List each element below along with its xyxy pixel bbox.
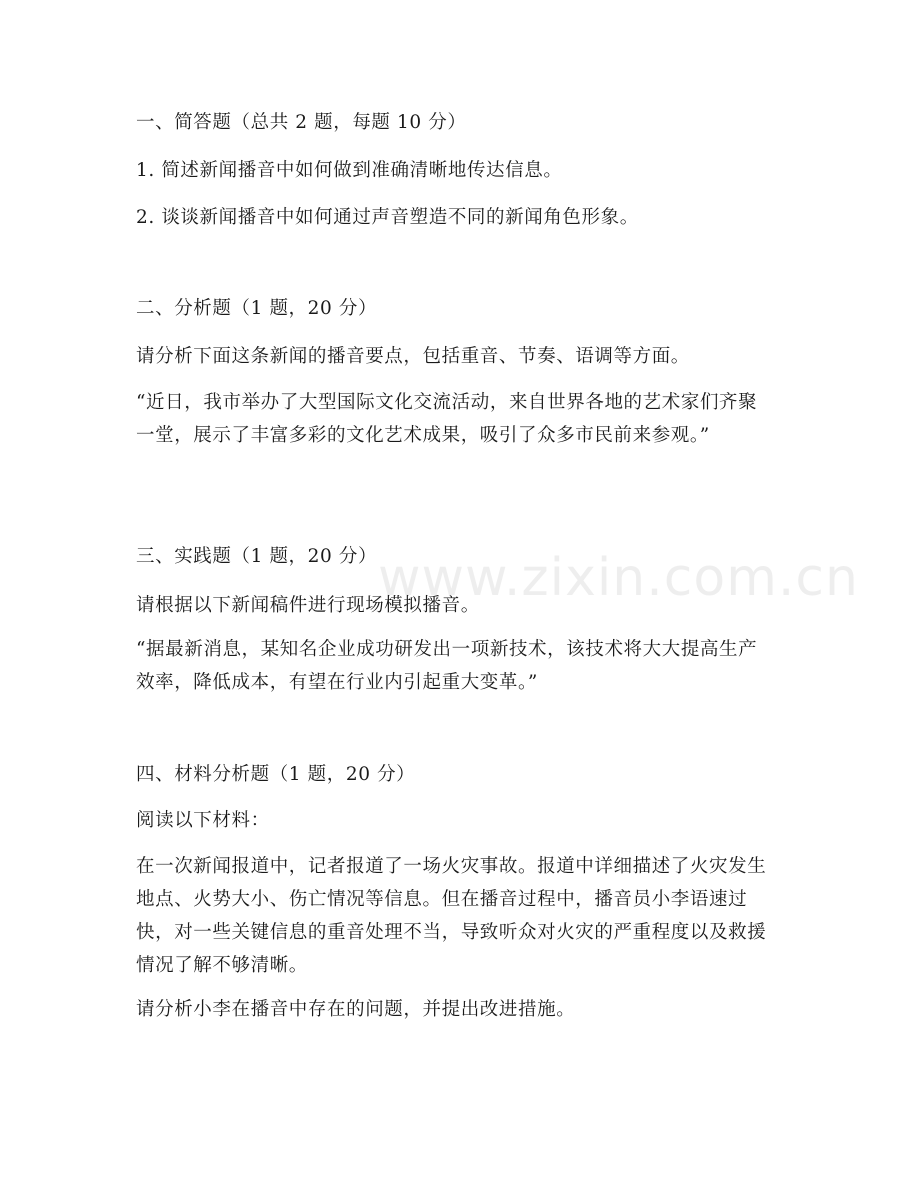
question-1-2: 2. 谈谈新闻播音中如何通过声音塑造不同的新闻角色形象。	[136, 207, 639, 228]
watermark: www.zixin.com.cn	[378, 548, 859, 608]
question-1-1: 1. 简述新闻播音中如何做到准确清晰地传达信息。	[136, 160, 563, 181]
section-4-material: 在一次新闻报道中，记者报道了一场火灾事故。报道中详细描述了火灾发生地点、火势大小、伤亡情况等信息。但在播音过程中，播音员小李语速过快，对一些关键信息的重音处理不当，导致听众对火灾的严重程度以及救援情况了解不够清晰。	[136, 856, 767, 976]
section-3-heading: 三、实践题（1 题，20 分）	[136, 546, 378, 567]
section-3-news-quote: “据最新消息，某知名企业成功研发出一项新技术，该技术将大大提高生产效率，降低成本，有望在行业内引起重大变革。”	[136, 639, 758, 693]
section-2-instruction: 请分析下面这条新闻的播音要点，包括重音、节奏、语调等方面。	[136, 346, 690, 367]
section-4-intro: 阅读以下材料：	[136, 810, 270, 831]
section-2-news-quote: “近日，我市举办了大型国际文化交流活动，来自世界各地的艺术家们齐聚一堂，展示了丰富多彩的文化艺术成果，吸引了众多市民前来参观。”	[136, 392, 758, 446]
section-2-heading: 二、分析题（1 题，20 分）	[136, 298, 378, 319]
section-1-heading: 一、简答题（总共 2 题，每题 10 分）	[136, 112, 467, 133]
section-4-question: 请分析小李在播音中存在的问题，并提出改进措施。	[136, 999, 576, 1020]
section-3-instruction: 请根据以下新闻稿件进行现场模拟播音。	[136, 595, 480, 616]
section-4-heading: 四、材料分析题（1 题，20 分）	[136, 764, 416, 785]
